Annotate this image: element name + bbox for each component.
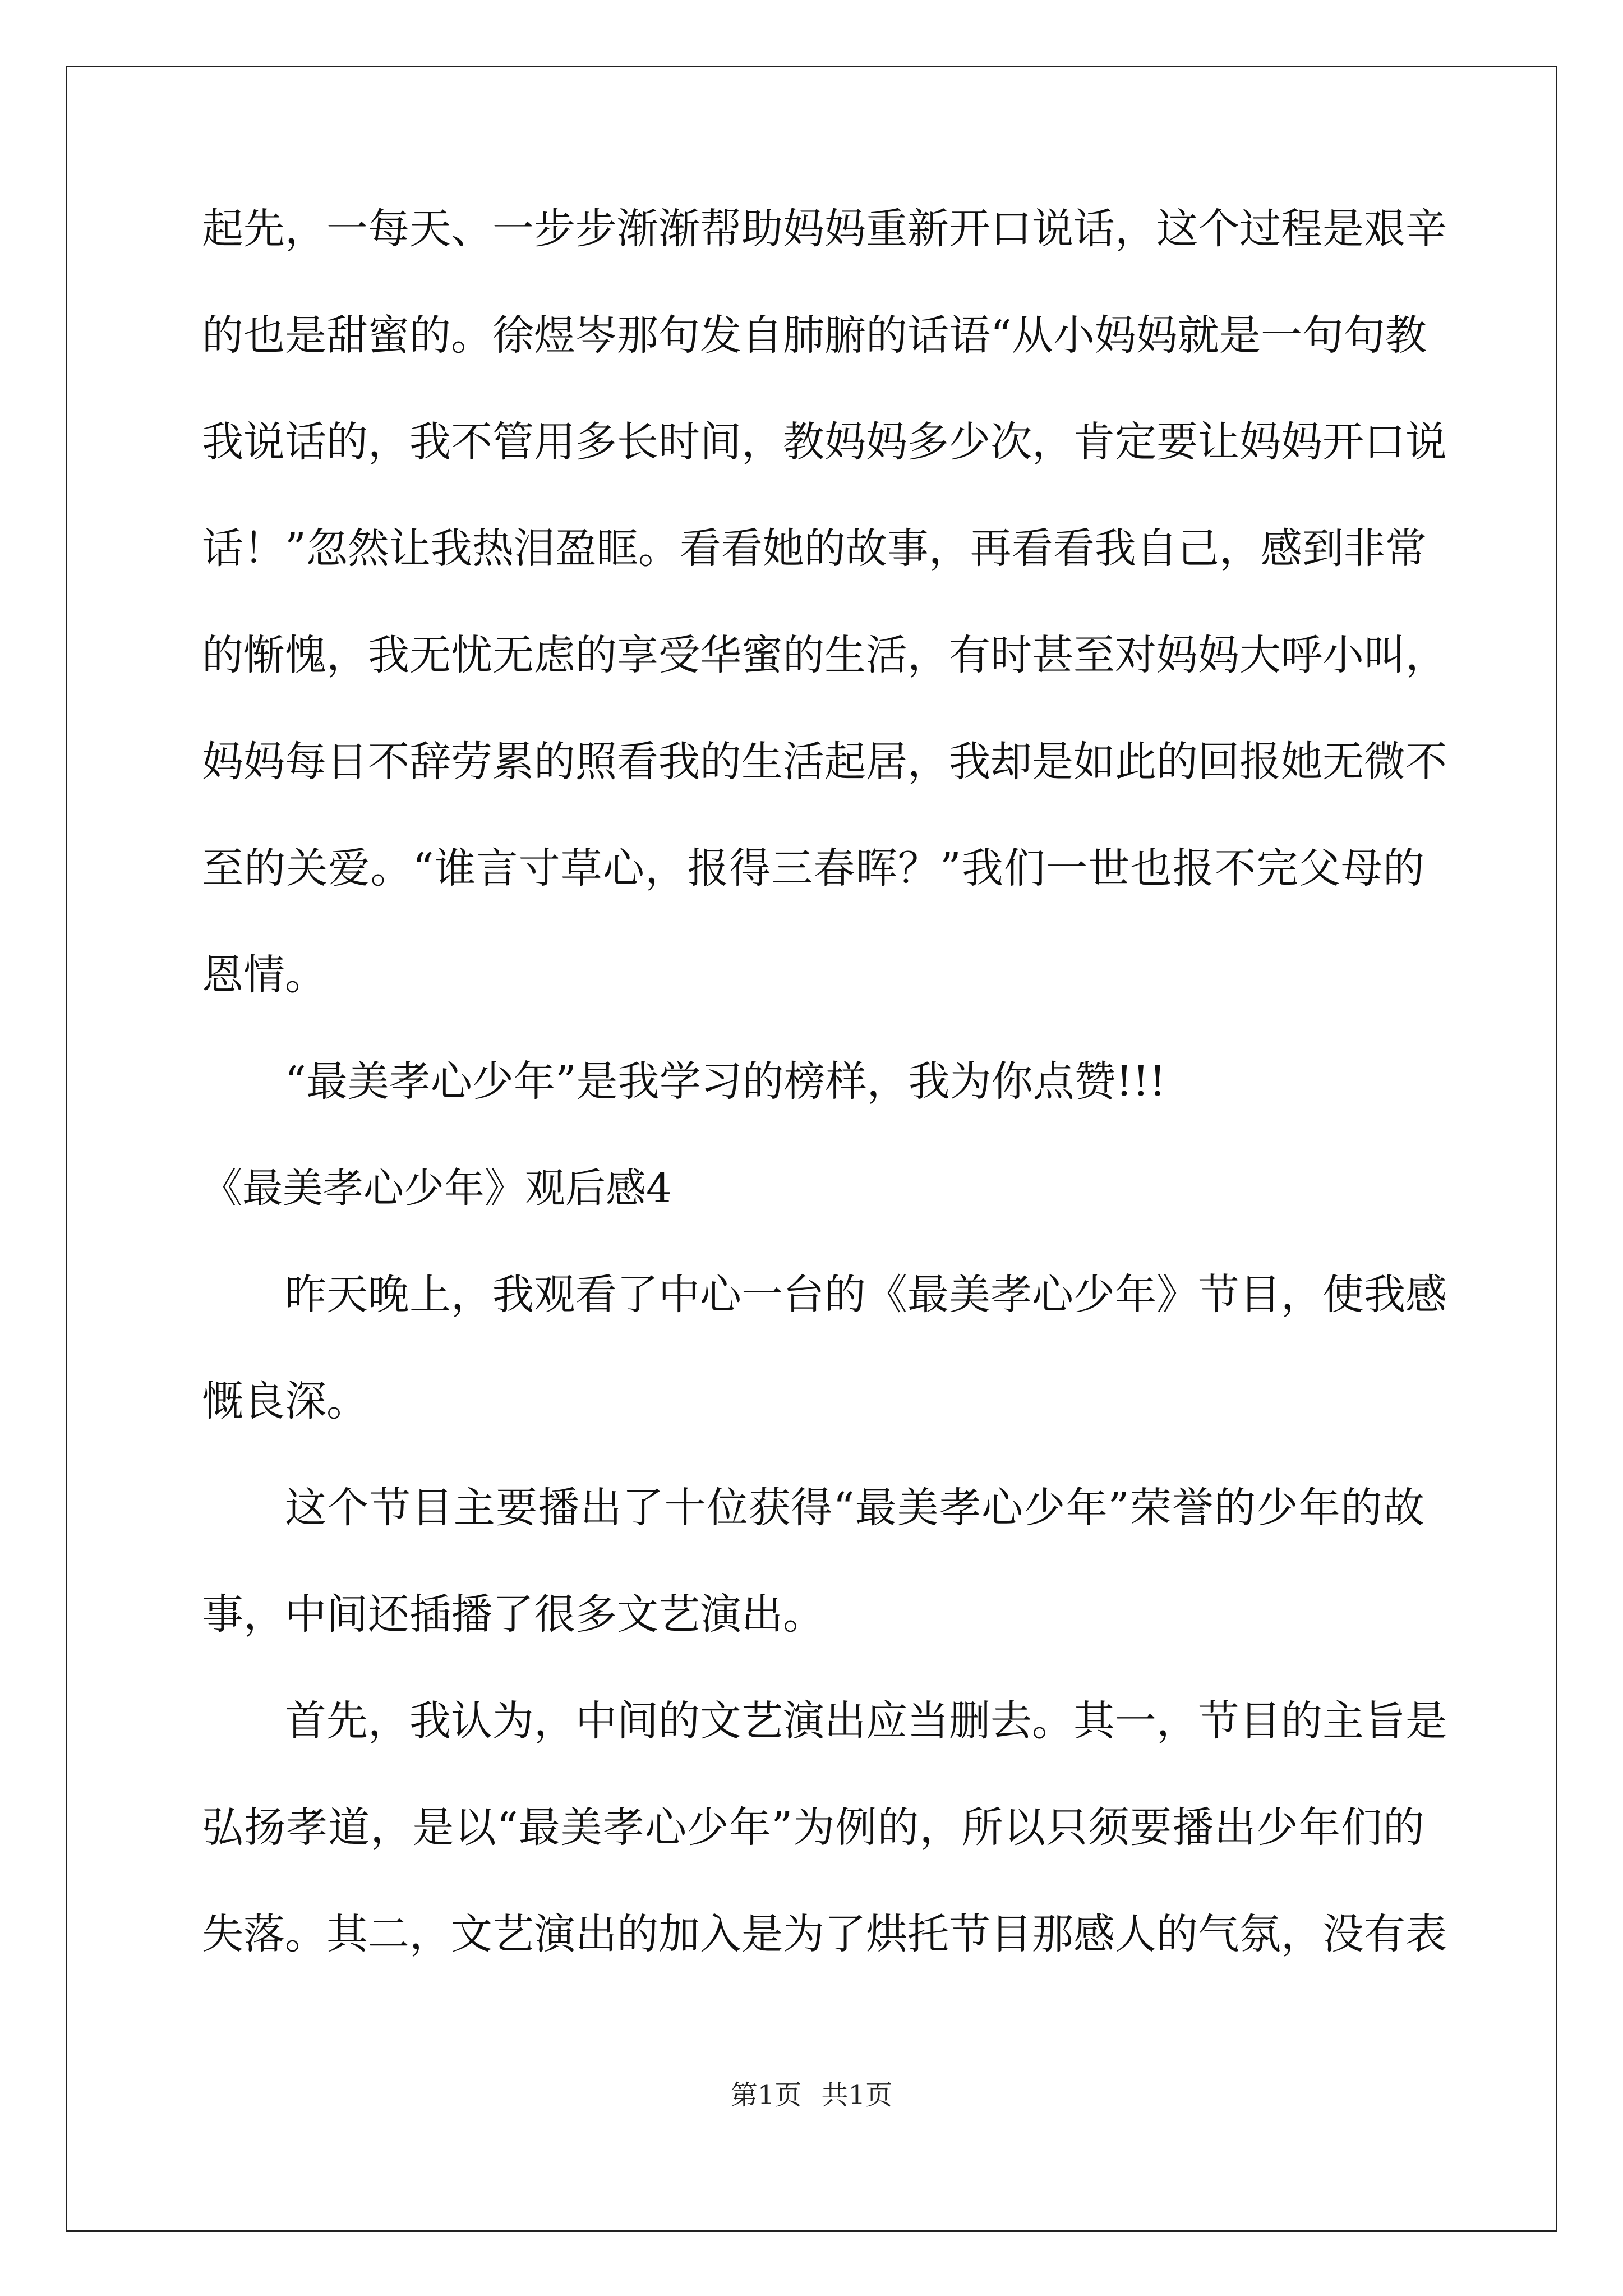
text-line: 首先，我认为，中间的文艺演出应当删去。其一，节目的主旨是 (285, 1697, 1447, 1745)
text-line: 弘扬孝道，是以“最美孝心少年”为例的，所以只须要播出少年们的 (202, 1803, 1424, 1852)
text-line: 事，中间还插播了很多文艺演出。 (202, 1590, 824, 1639)
page-total: 共1页 (821, 2079, 893, 2111)
page-footer (0, 2078, 1623, 2112)
text-line: 昨天晚上，我观看了中心一台的《最美孝心少年》节目，使我感 (285, 1271, 1447, 1319)
text-line: 至的关爱。“谁言寸草心，报得三春晖？”我们一世也报不完父母的 (202, 844, 1424, 892)
text-line: “最美孝心少年”是我学习的榜样，我为你点赞!!! (285, 1057, 1166, 1106)
text-line: 话！”忽然让我热泪盈眶。看看她的故事，再看看我自己，感到非常 (202, 524, 1427, 573)
text-line: 的惭愧，我无忧无虑的享受华蜜的生活，有时甚至对妈妈大呼小叫， (202, 631, 1447, 679)
text-line: 失落。其二，文艺演出的加入是为了烘托节目那感人的气氛，没有表 (202, 1910, 1447, 1958)
page-number: 第1页 (730, 2079, 802, 2111)
text-line: 慨良深。 (202, 1377, 368, 1425)
text-line: 起先，一每天、一步步渐渐帮助妈妈重新开口说话，这个过程是艰辛 (202, 205, 1447, 253)
text-line: 我说话的，我不管用多长时间，教妈妈多少次，肯定要让妈妈开口说 (202, 418, 1447, 466)
text-line: 妈妈每日不辞劳累的照看我的生活起居，我却是如此的回报她无微不 (202, 738, 1447, 786)
text-line: 这个节目主要播出了十位获得“最美孝心少年”荣誉的少年的故 (285, 1484, 1424, 1532)
section-heading: 《最美孝心少年》观后感4 (202, 1165, 672, 1212)
text-line: 恩情。 (202, 951, 326, 999)
text-line: 的也是甜蜜的。徐煜岑那句发自肺腑的话语“从小妈妈就是一句句教 (202, 311, 1427, 360)
